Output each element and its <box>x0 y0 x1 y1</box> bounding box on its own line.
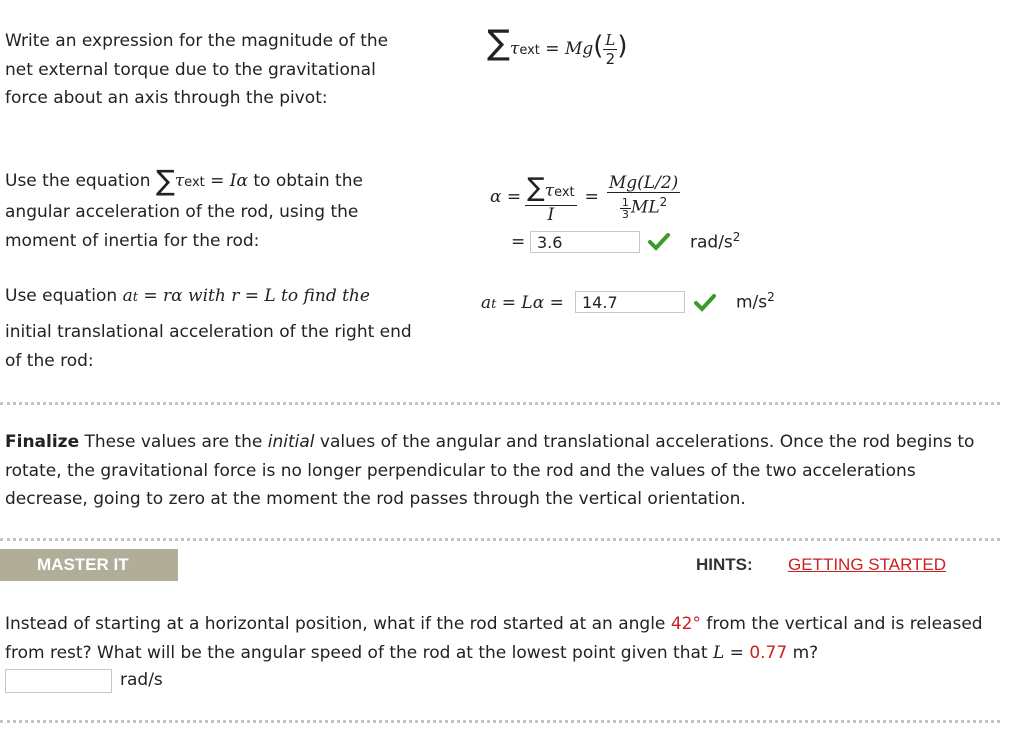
step3-prompt: Use equation at = rα with r = L to find the <box>5 286 370 306</box>
correct-check-icon <box>694 294 716 312</box>
angular-speed-input[interactable] <box>5 669 112 693</box>
sum-tau-over-i-fraction: $\frac{\text{∑τext}}{I}$ <box>527 172 575 225</box>
at-equation: at = Lα = <box>481 293 564 313</box>
torque-equation: ∑τext = Mg( $\frac{L}{2}$ ) <box>487 23 628 68</box>
hints-label: HINTS: <box>696 555 753 574</box>
at-answer-field[interactable]: 14.7 <box>575 291 685 313</box>
alpha-equation: α = $\frac{\text{∑τext}}{I}$ = Mg(L/2) $\frac{1}{3}$ $ML^2$ <box>490 172 679 225</box>
finalize-paragraph: Finalize These values are the initial values of the angular and translational accelerations. Once the rod begins to rotate, the gravitational force is no longer perpendicular to the rod and the values of the two accelerations decrease, going to zero at the moment the rod passes through the vertical orientation. <box>5 432 975 509</box>
at-unit: $m/s^2$ <box>736 290 775 313</box>
l-over-2-fraction: $\frac{L}{2}$ <box>605 30 616 68</box>
mg-l2-over-inertia-fraction: Mg(L/2) $\frac{1}{3}$ $ML^2$ <box>608 173 679 221</box>
master-it-tab[interactable]: MASTER IT <box>0 549 178 581</box>
divider <box>0 720 1000 723</box>
correct-check-icon <box>648 233 670 251</box>
divider <box>0 402 1000 405</box>
sigma-symbol: ∑ <box>487 23 510 63</box>
sigma-symbol-inline: ∑ <box>155 164 175 197</box>
getting-started-link[interactable]: GETTING STARTED <box>788 555 947 574</box>
master-it-question: Instead of starting at a horizontal position, what if the rod started at an angle 42° from the vertical and is released from rest? What will be the angular speed of the rod at the lowest point given that L = 0.77 m? <box>5 614 983 663</box>
divider <box>0 538 1000 541</box>
step2-prompt: Use the equation ∑τext = Iα to obtain the angular acceleration of the rod, using the moment of inertia for the rod: <box>5 164 363 251</box>
step3-prompt-cont: initial translational acceleration of the right end of the rod: <box>5 322 412 371</box>
alpha-answer-field[interactable]: 3.6 <box>530 231 640 253</box>
step1-prompt: Write an expression for the magnitude of the net external torque due to the gravitational force about an axis through the pivot: <box>5 31 389 108</box>
alpha-equals-sign: = <box>511 232 526 252</box>
alpha-unit: rad/$s^2$ <box>690 230 741 253</box>
angular-speed-unit: rad/s <box>120 670 163 690</box>
